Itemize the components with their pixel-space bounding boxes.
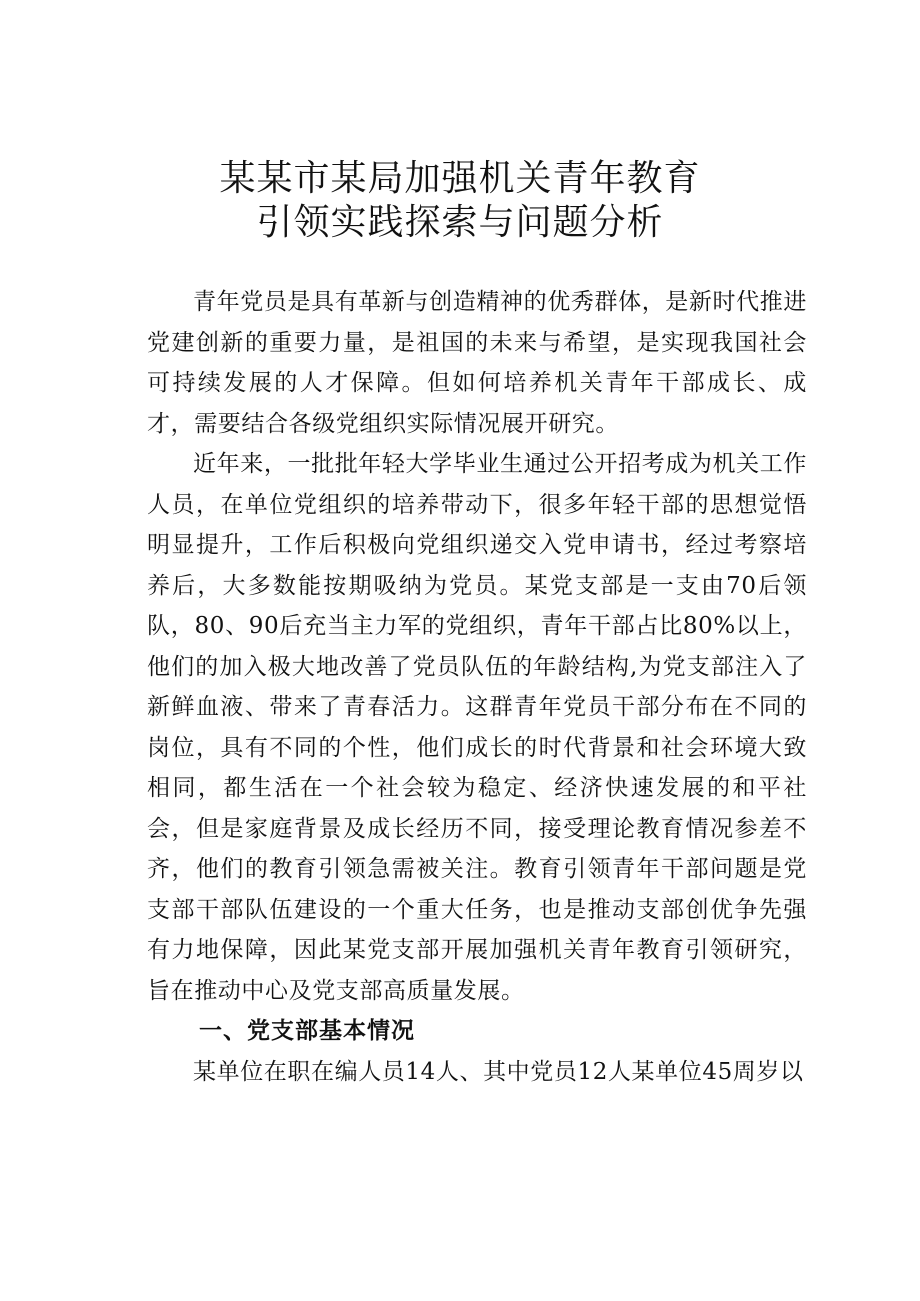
paragraph-background: 近年来，一批批年轻大学毕业生通过公开招考成为机关工作人员，在单位党组织的培养带动下，很多年轻干部的思想觉悟明显提升，工作后积极向党组织递交入党申请书，经过考察培养后，大多数能按期吸纳为党员。某党支部是一支由70后领队，80、90后充当主力军的党组织，青年干部占比80%以上，他们的加入极大地改善了党员队伍的年龄结构,为党支部注入了新鲜血液、带来了青春活力。这群青年党员干部分布在不同的岗位，具有不同的个性，他们成长的时代背景和社会环境大致相同，都生活在一个社会较为稳定、经济快速发展的和平社会，但是家庭背景及成长经历不同，接受理论教育情况参差不齐，他们的教育引领急需被关注。教育引领青年干部问题是党支部干部队伍建设的一个重大任务，也是推动支部创优争先强有力地保障，因此某党支部开展加强机关青年教育引领研究，旨在推动中心及党支部高质量发展。 [147, 451, 807, 1004]
section-heading-1: 一、党支部基本情况 [199, 1018, 415, 1044]
document-title-line-2: 引领实践探索与问题分析 [256, 202, 664, 243]
paragraph-intro: 青年党员是具有革新与创造精神的优秀群体，是新时代推进党建创新的重要力量，是祖国的未来与希望，是实现我国社会可持续发展的人才保障。但如何培养机关青年干部成长、成才，需要结合各级党组织实际情况展开研究。 [147, 289, 807, 437]
document-title-line-1: 某某市某局加强机关青年教育 [219, 158, 701, 199]
document-body [147, 282, 807, 1092]
paragraph-section-1: 某单位在职在编人员14人、其中党员12人某单位45周岁以 [193, 1058, 804, 1085]
